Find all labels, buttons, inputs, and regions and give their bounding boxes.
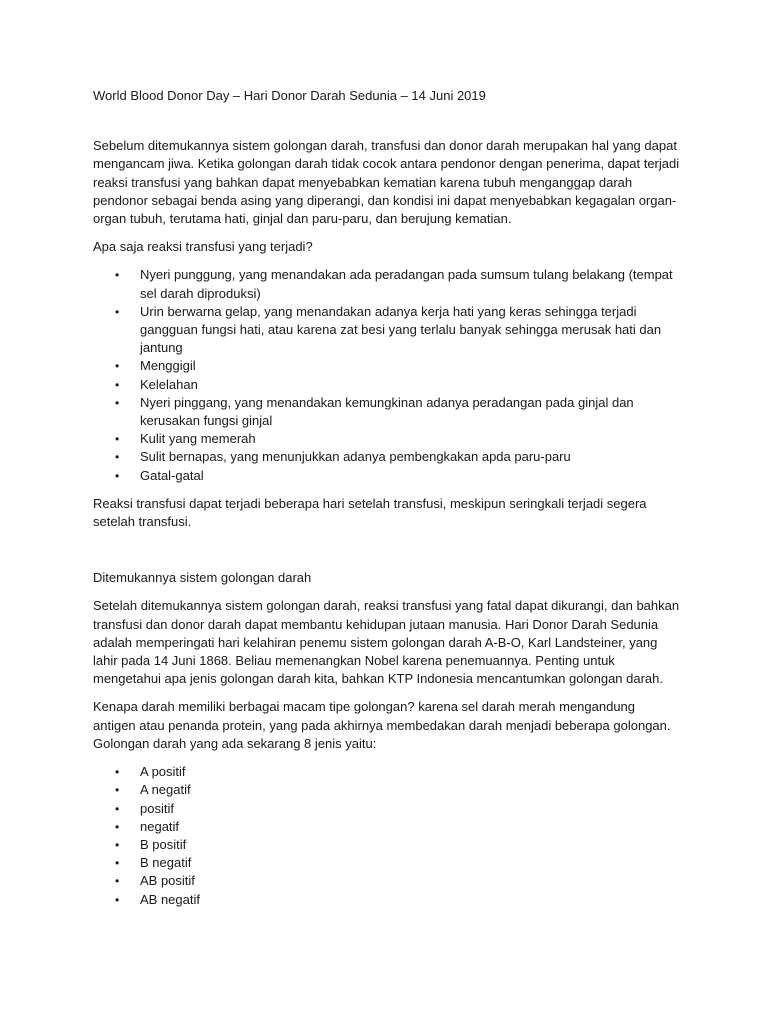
list-item-text: Kulit yang memerah: [140, 431, 256, 447]
list-item: [93, 303, 681, 358]
bullet-icon: •: [115, 450, 120, 465]
list-item-text: B negatif: [140, 855, 192, 871]
reactions-list: [93, 266, 681, 484]
bullet-icon: •: [115, 874, 120, 889]
list-item: [93, 467, 681, 485]
list-item: [93, 430, 681, 448]
bullet-icon: •: [115, 783, 120, 798]
bullet-icon: •: [115, 856, 120, 871]
intro-paragraph: Sebelum ditemukannya sistem golongan darah, transfusi dan donor darah merupakan hal yang dapat mengancam jiwa. Ketika golongan darah tidak cocok antara pendonor dengan penerima, dapat terjadi reaksi transfusi yang bahkan dapat menyebabkan kematian karena tubuh menganggap darah pendonor sebagai benda asing yang diperangi, dan kondisi ini dapat menyebabkan kegagalan organ-organ tubuh, terutama hati, ginjal dan paru-paru, dan berujung kematian.: [93, 138, 680, 227]
document-title: World Blood Donor Day – Hari Donor Darah Sedunia – 14 Juni 2019: [93, 88, 486, 103]
discovery-paragraph: Setelah ditemukannya sistem golongan darah, reaksi transfusi yang fatal dapat dikurangi, dan bahkan transfusi dan donor darah dapat membantu kehidupan jutaan manusia. Hari Donor Darah Sedunia adalah memperingati hari kelahiran penemu sistem golongan darah A-B-O, Karl Landsteiner, yang lahir pada 14 Juni 1868. Beliau memenangkan Nobel karena penemuannya. Penting untuk mengetahui apa jenis golongan darah kita, bahkan KTP Indonesia mencantumkan golongan darah.: [93, 598, 680, 687]
section-spacer: [93, 541, 681, 569]
list-item-text: AB negatif: [140, 891, 200, 907]
list-item: [93, 891, 681, 909]
list-item-text: Gatal-gatal: [140, 467, 204, 483]
list-item-text: negatif: [140, 818, 180, 834]
bullet-icon: •: [115, 377, 120, 392]
list-item: [93, 394, 681, 430]
list-item: [93, 854, 681, 872]
list-item: [93, 376, 681, 394]
list-item-text: Urin berwarna gelap, yang menandakan adanya kerja hati yang keras sehingga terjadi gangguan fungsi hati, atau karena zat besi yang terlalu banyak sehingga merusak hati dan jantung: [140, 303, 662, 356]
bullet-icon: •: [115, 468, 120, 483]
types-intro-paragraph: Kenapa darah memiliki berbagai macam tipe golongan? karena sel darah merah mengandung antigen atau penanda protein, yang pada akhirnya membedakan darah menjadi beberapa golongan. Golongan darah yang ada sekarang 8 jenis yaitu:: [93, 699, 671, 751]
list-item: [93, 448, 681, 466]
bullet-icon: •: [115, 268, 120, 283]
bullet-icon: •: [115, 837, 120, 852]
bullet-icon: •: [115, 765, 120, 780]
list-item-text: Kelelahan: [140, 376, 198, 392]
section-heading: Ditemukannya sistem golongan darah: [93, 570, 312, 586]
list-item-text: A positif: [140, 764, 186, 780]
bullet-icon: •: [115, 819, 120, 834]
list-item: [93, 266, 681, 302]
list-item-text: AB positif: [140, 873, 195, 889]
bullet-icon: •: [115, 892, 120, 907]
list-item-text: B positif: [140, 836, 187, 852]
bullet-icon: •: [115, 801, 120, 816]
reactions-question: Apa saja reaksi transfusi yang terjadi?: [93, 239, 313, 255]
list-item: [93, 836, 681, 854]
list-item-text: positif: [140, 800, 174, 816]
list-item: [93, 357, 681, 375]
blood-types-list: [93, 763, 681, 909]
document-page: [93, 87, 681, 919]
bullet-icon: •: [115, 359, 120, 374]
bullet-icon: •: [115, 432, 120, 447]
list-item-text: Nyeri punggung, yang menandakan ada peradangan pada sumsum tulang belakang (tempat sel darah diproduksi): [140, 267, 673, 301]
list-item-text: A negatif: [140, 782, 191, 798]
list-item: [93, 818, 681, 836]
list-item: [93, 872, 681, 890]
bullet-icon: •: [115, 304, 120, 319]
bullet-icon: •: [115, 395, 120, 410]
list-item-text: Sulit bernapas, yang menunjukkan adanya pembengkakan apda paru-paru: [140, 449, 571, 465]
reaction-note-paragraph: Reaksi transfusi dapat terjadi beberapa hari setelah transfusi, meskipun seringkali terjadi segera setelah transfusi.: [93, 495, 647, 530]
list-item: [93, 800, 681, 818]
list-item-text: Menggigil: [140, 358, 196, 374]
list-item: [93, 763, 681, 781]
list-item-text: Nyeri pinggang, yang menandakan kemungkinan adanya peradangan pada ginjal dan kerusakan fungsi ginjal: [140, 394, 634, 429]
list-item: [93, 781, 681, 799]
